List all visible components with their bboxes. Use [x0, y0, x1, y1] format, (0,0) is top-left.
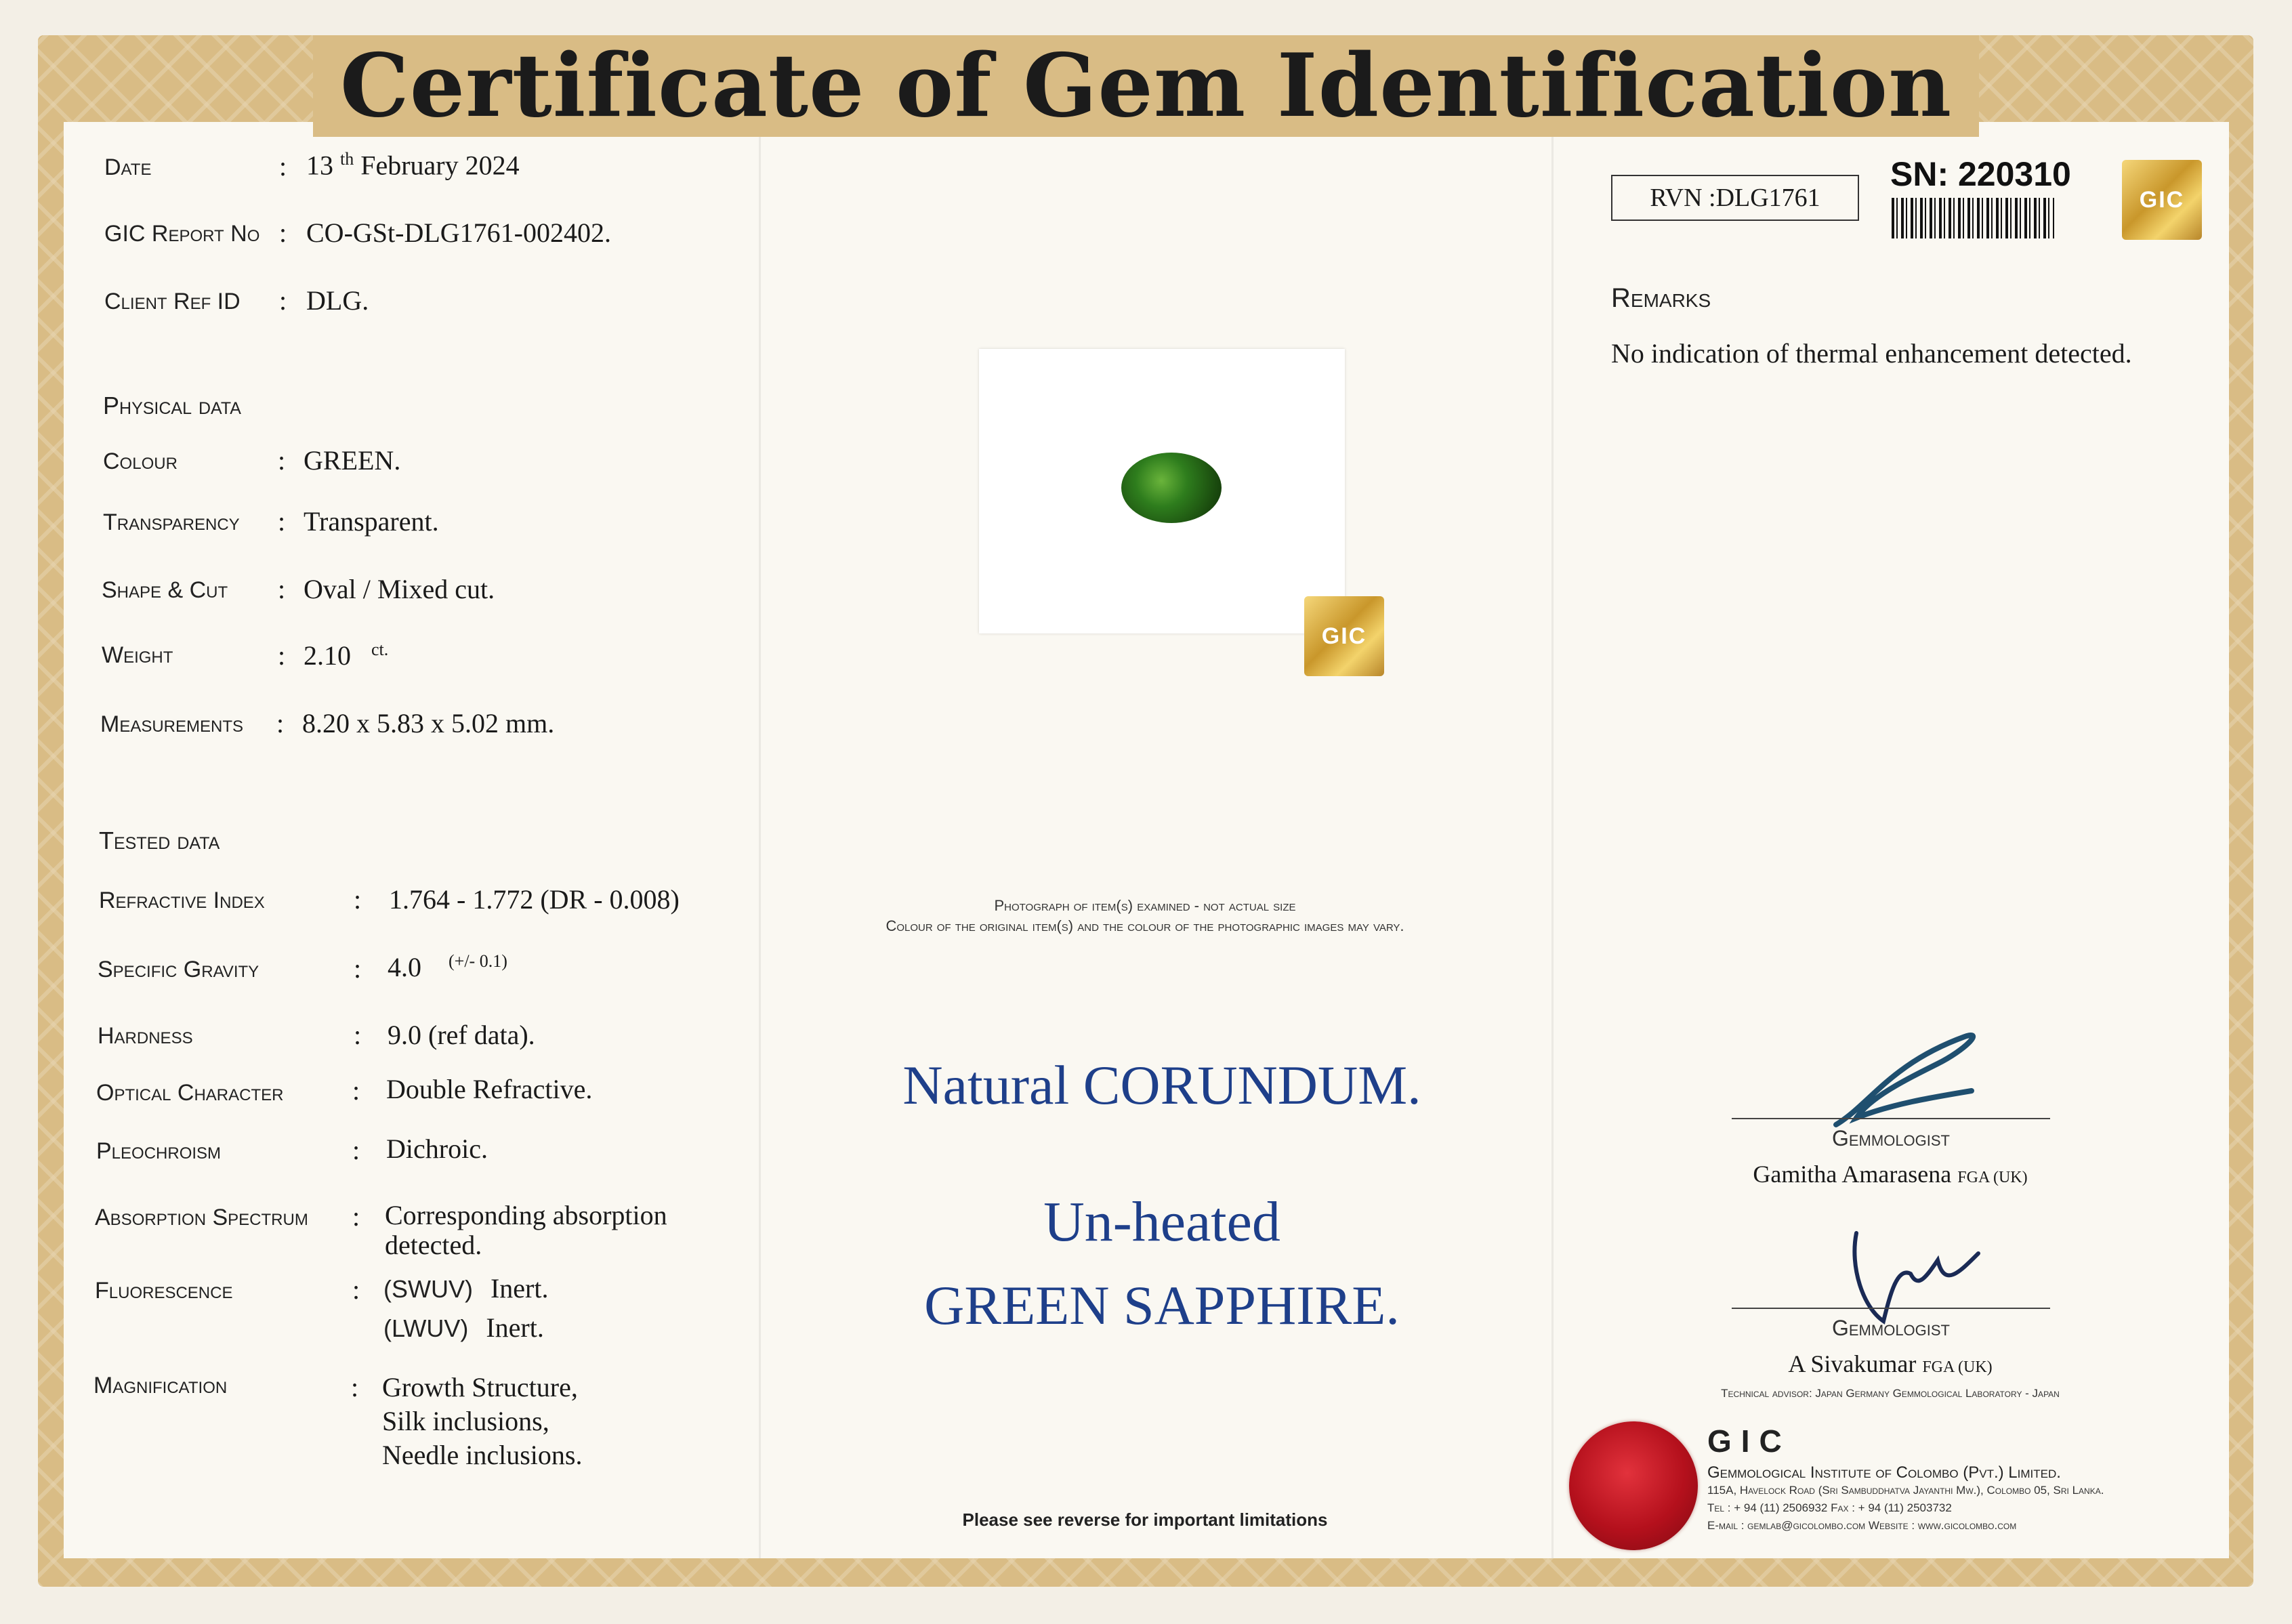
client-ref-label: Client Ref ID	[104, 289, 241, 314]
hologram-sticker-top: GIC	[2122, 160, 2202, 240]
weight-number: 2.10	[304, 640, 351, 671]
hardness-value: 9.0 (ref data).	[388, 1020, 535, 1050]
measurements-value: 8.20 x 5.83 x 5.02 mm.	[302, 708, 555, 738]
date-label: Date	[104, 154, 152, 180]
result-treatment: Un-heated	[1043, 1190, 1280, 1253]
colon: :	[352, 1135, 360, 1165]
weight-unit: ct.	[371, 640, 389, 659]
colon: :	[279, 285, 287, 316]
colon: :	[278, 506, 286, 537]
certificate-title-text: Certificate of Gem Identification	[313, 35, 1979, 137]
refractive-index-label: Refractive Index	[99, 888, 265, 913]
colon: :	[354, 1020, 362, 1050]
absorption-spectrum-value-1: Corresponding absorption	[385, 1200, 667, 1230]
gemmologist-2-title: Gemmologist	[1831, 1316, 1950, 1340]
gemmologist-1-credential: FGA (UK)	[1957, 1169, 2028, 1186]
optical-character-label: Optical Character	[96, 1080, 284, 1106]
certificate-title	[0, 35, 2292, 137]
magnification-label: Magnification	[93, 1373, 228, 1398]
date-suffix: th	[340, 149, 354, 169]
technical-advisor: Technical advisor: Japan Germany Gemmological Laboratory - Japan	[1721, 1387, 2060, 1400]
colon: :	[354, 953, 362, 984]
colour-value: GREEN.	[304, 445, 401, 476]
colon: :	[279, 151, 287, 182]
colon: :	[352, 1201, 360, 1232]
colon: :	[352, 1075, 360, 1106]
fold-line-right	[1551, 122, 1554, 1558]
shape-cut-value: Oval / Mixed cut.	[304, 574, 495, 604]
gemmologist-2-credential: FGA (UK)	[1922, 1358, 1993, 1376]
fold-line-left	[759, 122, 761, 1558]
barcode	[1892, 198, 2054, 238]
transparency-label: Transparency	[103, 509, 240, 535]
refractive-index-value: 1.764 - 1.772 (DR - 0.008)	[389, 884, 680, 915]
institute-name: Gemmological Institute of Colombo (Pvt.) Limited.	[1707, 1463, 2061, 1482]
tested-data-heading: Tested data	[99, 827, 220, 854]
gemmologist-1-name-text: Gamitha Amarasena	[1753, 1161, 1952, 1188]
weight-value	[304, 640, 388, 671]
lwuv-label: (LWUV)	[383, 1314, 469, 1342]
absorption-spectrum-label: Absorption Spectrum	[95, 1205, 308, 1230]
date-day: 13	[306, 150, 333, 181]
report-no-value: CO-GSt-DLG1761-002402.	[306, 217, 611, 248]
photo-caption-2: Colour of the original item(s) and the colour of the photographic images may vary.	[885, 917, 1404, 934]
specific-gravity-label: Specific Gravity	[98, 957, 259, 982]
colour-label: Colour	[103, 449, 178, 474]
institute-address: 115A, Havelock Road (Sri Sambuddhatva Jayanthi Mw.), Colombo 05, Sri Lanka.	[1707, 1484, 2104, 1497]
report-no-label: GIC Report No	[104, 221, 260, 247]
result-variety: GREEN SAPPHIRE.	[924, 1274, 1400, 1336]
magnification-value-1: Growth Structure,	[382, 1372, 578, 1402]
gemmologist-2-name-text: A Sivakumar	[1788, 1350, 1917, 1377]
absorption-spectrum-value-2: detected.	[385, 1230, 482, 1260]
specific-gravity-tolerance: (+/- 0.1)	[449, 951, 507, 971]
specific-gravity-number: 4.0	[388, 952, 421, 982]
remarks-heading: Remarks	[1611, 283, 1711, 313]
pleochroism-value: Dichroic.	[386, 1133, 488, 1164]
client-ref-value: DLG.	[306, 285, 369, 316]
colon: :	[351, 1372, 359, 1402]
photo-caption-1: Photograph of item(s) examined - not actual size	[994, 897, 1296, 914]
pleochroism-label: Pleochroism	[96, 1138, 222, 1164]
serial-number: SN: 220310	[1890, 155, 2071, 193]
institute-contact: E-mail : gemlab@gicolombo.com Website : www.gicolombo.com	[1707, 1519, 2017, 1532]
green-sapphire-image	[1121, 453, 1222, 523]
fluorescence-swuv	[383, 1272, 549, 1304]
shape-cut-label: Shape & Cut	[102, 577, 228, 603]
colon: :	[354, 884, 362, 915]
colon: :	[278, 640, 286, 671]
physical-data-heading: Physical data	[103, 392, 241, 419]
rvn-box: RVN :DLG1761	[1611, 175, 1859, 221]
gemmologist-1-title: Gemmologist	[1831, 1126, 1950, 1150]
magnification-value-3: Needle inclusions.	[382, 1440, 583, 1470]
optical-character-value: Double Refractive.	[386, 1074, 593, 1104]
colon: :	[279, 217, 287, 248]
colon: :	[278, 445, 286, 476]
magnification-value-2: Silk inclusions,	[382, 1406, 549, 1436]
specific-gravity-value	[388, 951, 507, 983]
measurements-label: Measurements	[100, 711, 244, 737]
signature-line-1	[1732, 1118, 2050, 1119]
colon: :	[278, 574, 286, 604]
transparency-value: Transparent.	[304, 506, 439, 537]
swuv-value: Inert.	[490, 1273, 549, 1304]
reverse-note: Please see reverse for important limitations	[962, 1510, 1328, 1530]
date-value	[306, 149, 520, 181]
gic-logo-text: GIC	[1707, 1423, 1791, 1459]
colon: :	[352, 1274, 360, 1305]
swuv-label: (SWUV)	[383, 1275, 473, 1303]
weight-label: Weight	[102, 642, 173, 668]
fluorescence-label: Fluorescence	[95, 1278, 233, 1304]
signature-2	[1829, 1226, 1992, 1328]
hologram-sticker: GIC	[1304, 596, 1384, 676]
gemmologist-1-name	[1694, 1160, 2087, 1188]
result-species: Natural CORUNDUM.	[902, 1054, 1421, 1116]
colon: :	[276, 708, 285, 738]
lwuv-value: Inert.	[486, 1312, 544, 1343]
wax-seal	[1569, 1421, 1698, 1550]
signature-1	[1829, 1023, 1992, 1138]
date-month-year: February 2024	[360, 150, 520, 181]
hardness-label: Hardness	[98, 1023, 193, 1049]
signature-line-2	[1732, 1308, 2050, 1309]
remarks-text: No indication of thermal enhancement detected.	[1611, 338, 2132, 369]
institute-phone: Tel : + 94 (11) 2506932 Fax : + 94 (11) 2503732	[1707, 1501, 1952, 1514]
fluorescence-lwuv	[383, 1312, 544, 1344]
gemmologist-2-name	[1694, 1350, 2087, 1378]
